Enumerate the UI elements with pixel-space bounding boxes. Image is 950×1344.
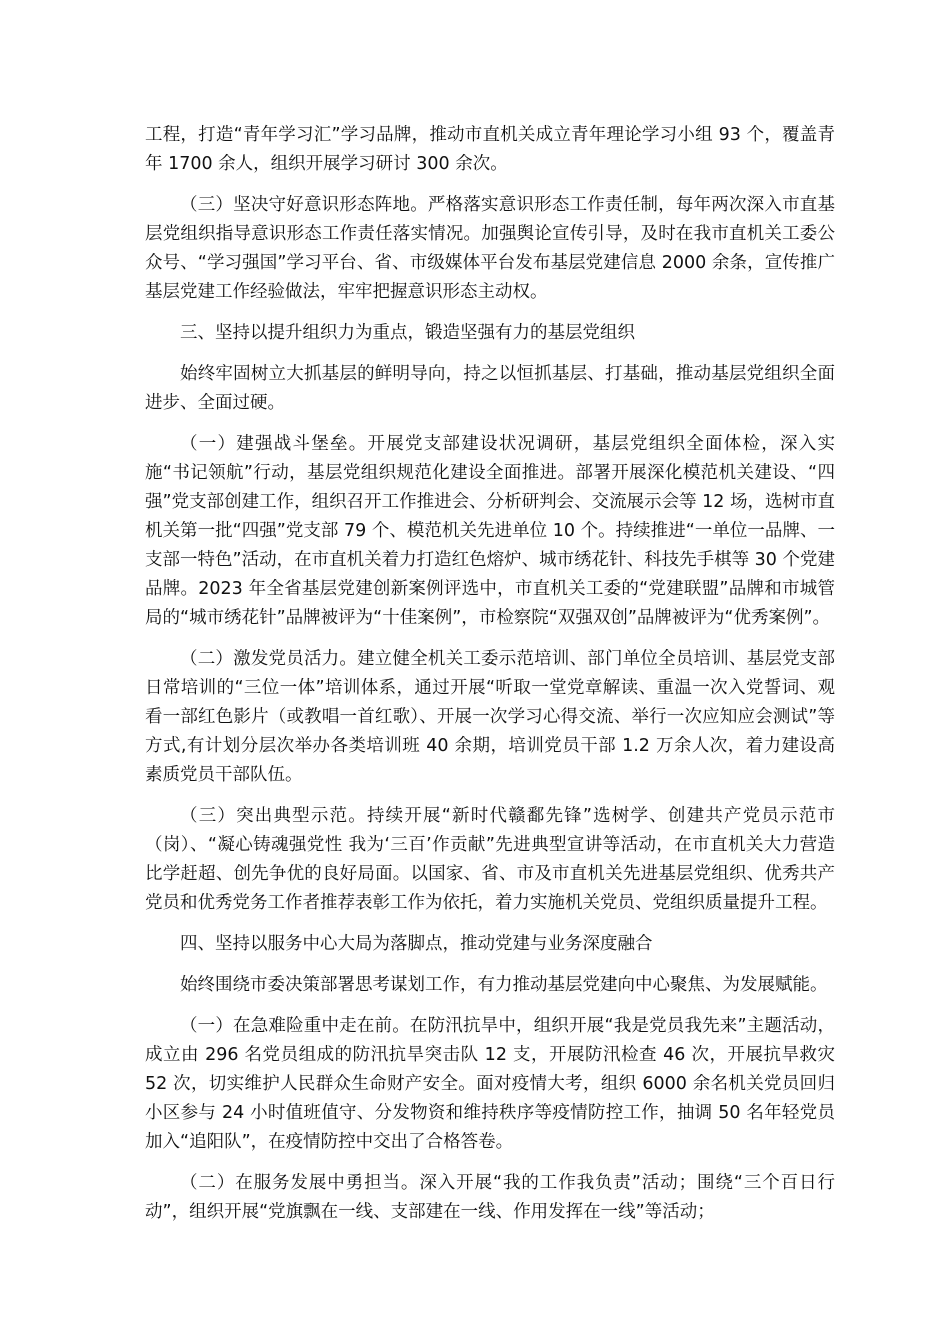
document-body [145,121,835,1239]
paragraph-section-four-intro: 始终围绕市委决策部署思考谋划工作，有力推动基层党建向中心聚焦、为发展赋能。 [180,975,828,995]
paragraph-emergency-response: （一）在急难险重中走在前。在防汛抗旱中，组织开展“我是党员我先来”主题活动，成立由 296 名党员组成的防汛抗旱突击队 12 支，开展防汛检查 46 次，开展抗旱救灾 52 次，切实维护人民群众生命财产安全。面对疫情大考，组织 6000 余名机关党员回归小区参与 24 小时值班值守、分发物资和维持秩序等疫情防控工作，抽调 50 名年轻党员加入“追阳队”，在疫情防控中交出了合格答卷。 [145,1016,835,1152]
paragraph-service-development: （二）在服务发展中勇担当。深入开展“我的工作我负责”活动；围绕“三个百日行动”，组织开展“党旗飘在一线、支部建在一线、作用发挥在一线”等活动； [145,1173,835,1222]
paragraph-strengthen-bastions: （一）建强战斗堡垒。开展党支部建设状况调研，基层党组织全面体检，深入实施“书记领航”行动，基层党组织规范化建设全面推进。部署开展深化模范机关建设、“四强”党支部创建工作，组织召开工作推进会、分析研判会、交流展示会等 12 场，选树市直机关第一批“四强”党支部 79 个、模范机关先进单位 10 个。持续推进“一单位一品牌、一支部一特色”活动，在市直机关着力打造红色熔炉、城市绣花针、科技先手棋等 30 个党建品牌。2023 年全省基层党建创新案例评选中，市直机关工委的“党建联盟”品牌和市城管局的“城市绣花针”品牌被评为“十佳案例”，市检察院“双强双创”品牌被评为“优秀案例”。 [145,434,835,628]
paragraph-section-three-intro: 始终牢固树立大抓基层的鲜明导向，持之以恒抓基层、打基础，推动基层党组织全面进步、全面过硬。 [145,364,835,413]
section-heading-three: 三、坚持以提升组织力为重点，锻造坚强有力的基层党组织 [180,323,635,343]
paragraph-typical-demonstration: （三）突出典型示范。持续开展“新时代赣鄱先锋”选树学、创建共产党员示范市（岗）、“凝心铸魂强党性 我为‘三百’作贡献”先进典型宣讲等活动，在市直机关大力营造比学赶超、创先争优的良好局面。以国家、省、市及市直机关先进基层党组织、优秀共产党员和优秀党务工作者推荐表彰工作为依托，着力实施机关党员、党组织质量提升工程。 [145,806,835,913]
section-heading-four: 四、坚持以服务中心大局为落脚点，推动党建与业务深度融合 [180,934,653,954]
paragraph-member-vitality: （二）激发党员活力。建立健全机关工委示范培训、部门单位全员培训、基层党支部日常培训的“三位一体”培训体系，通过开展“听取一堂党章解读、重温一次入党誓词、观看一部红色影片（或教唱一首红歌）、开展一次学习心得交流、举行一次应知应会测试”等方式,有计划分层次举办各类培训班 40 余期，培训党员干部 1.2 万余人次，着力建设高素质党员干部队伍。 [145,649,835,785]
paragraph-continuation: 工程，打造“青年学习汇”学习品牌，推动市直机关成立青年理论学习小组 93 个，覆盖青年 1700 余人，组织开展学习研讨 300 余次。 [145,125,835,174]
paragraph-ideology-position: （三）坚决守好意识形态阵地。严格落实意识形态工作责任制，每年两次深入市直基层党组织指导意识形态工作责任落实情况。加强舆论宣传引导，及时在我市直机关工委公众号、“学习强国”学习平台、省、市级媒体平台发布基层党建信息 2000 余条，宣传推广基层党建工作经验做法，牢牢把握意识形态主动权。 [145,195,835,302]
